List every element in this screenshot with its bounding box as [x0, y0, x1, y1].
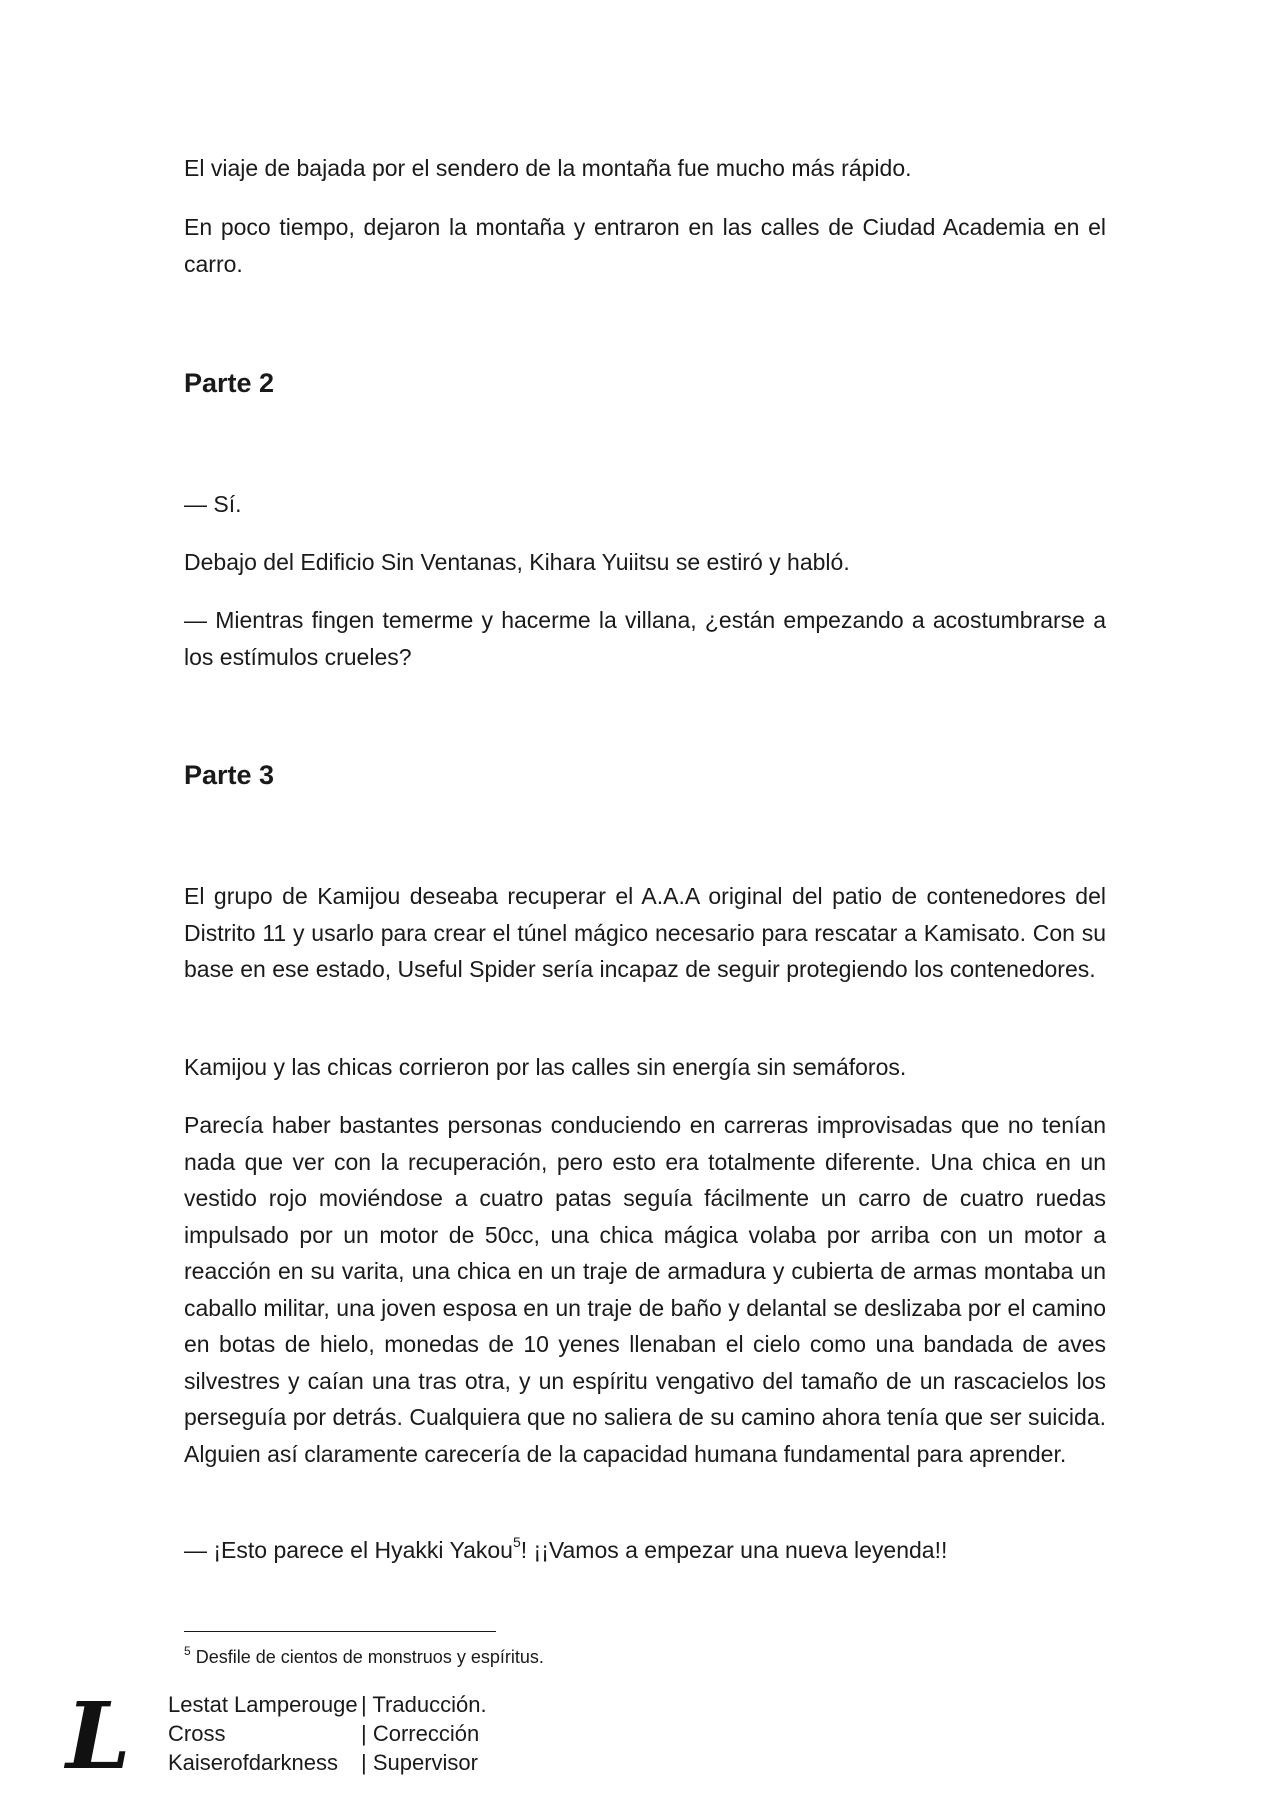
- l-logo-graphic: [60, 1690, 142, 1780]
- paragraph: Parecía haber bastantes personas conduciendo en carreras improvisadas que no tenían nada que ver con la recuperación, pero esto era totalmente diferente. Una chica en un vestido rojo moviéndose a cuatro patas seguía fácilmente un carro de cuatro ruedas impulsado por un motor de 50cc, una chica mágica volaba por arriba con un motor a reacción en su varita, una chica en un traje de armadura y cubierta de armas montaba un caballo militar, una joven esposa en un traje de baño y delantal se deslizaba por el camino en botas de hielo, monedas de 10 yenes llenaban el cielo como una bandada de aves silvestres y caían una tras otra, y un espíritu vengativo del tamaño de un rascacielos los perseguía por detrás. Cualquiera que no saliera de su camino ahora tenía que ser suicida. Alguien así claramente carecería de la capacidad humana fundamental para aprender.: [184, 1112, 1106, 1467]
- footnote-number: 5: [184, 1644, 191, 1658]
- svg-text:L: L: [66, 1690, 131, 1780]
- footnote: [184, 1645, 544, 1669]
- l-logo-icon: [60, 1690, 142, 1780]
- dialogue-line: [184, 1532, 1106, 1569]
- credit-role: | Traducción.: [361, 1692, 487, 1717]
- paragraph: Debajo del Edificio Sin Ventanas, Kihara Yuiitsu se estiró y habló.: [184, 549, 850, 575]
- dialogue-line: — Mientras fingen temerme y hacerme la villana, ¿están empezando a acostumbrarse a los estímulos crueles?: [184, 607, 1106, 670]
- footnote-reference: 5: [512, 1534, 521, 1551]
- credits-block: [168, 1690, 487, 1777]
- dialogue-text: ! ¡¡Vamos a empezar una nueva leyenda!!: [520, 1537, 948, 1563]
- credit-name: Kaiserofdarkness: [168, 1750, 338, 1775]
- footnote-separator: [184, 1631, 496, 1632]
- paragraph: Kamijou y las chicas corrieron por las calles sin energía sin semáforos.: [184, 1054, 907, 1080]
- credit-row: [168, 1690, 487, 1719]
- credit-row: [168, 1719, 487, 1748]
- paragraph: El grupo de Kamijou deseaba recuperar el A.A.A original del patio de contenedores del Distrito 11 y usarlo para crear el túnel mágico necesario para rescatar a Kamisato. Con su base en ese estado, Useful Spider sería incapaz de seguir protegiendo los contenedores.: [184, 883, 1106, 982]
- credit-row: [168, 1748, 487, 1777]
- dialogue-line: — Sí.: [184, 491, 242, 517]
- paragraph: En poco tiempo, dejaron la montaña y entraron en las calles de Ciudad Academia en el carro.: [184, 214, 1106, 277]
- section-heading: Parte 2: [184, 368, 275, 398]
- credit-role: | Corrección: [361, 1721, 480, 1746]
- credit-name: Lestat Lamperouge: [168, 1692, 358, 1717]
- section-heading: Parte 3: [184, 760, 275, 790]
- dialogue-text: — ¡Esto parece el Hyakki Yakou: [184, 1537, 513, 1563]
- credit-role: | Supervisor: [361, 1750, 478, 1775]
- credit-name: Cross: [168, 1721, 226, 1746]
- paragraph: El viaje de bajada por el sendero de la montaña fue mucho más rápido.: [184, 155, 912, 181]
- footnote-text: Desfile de cientos de monstruos y espíritus.: [190, 1647, 544, 1667]
